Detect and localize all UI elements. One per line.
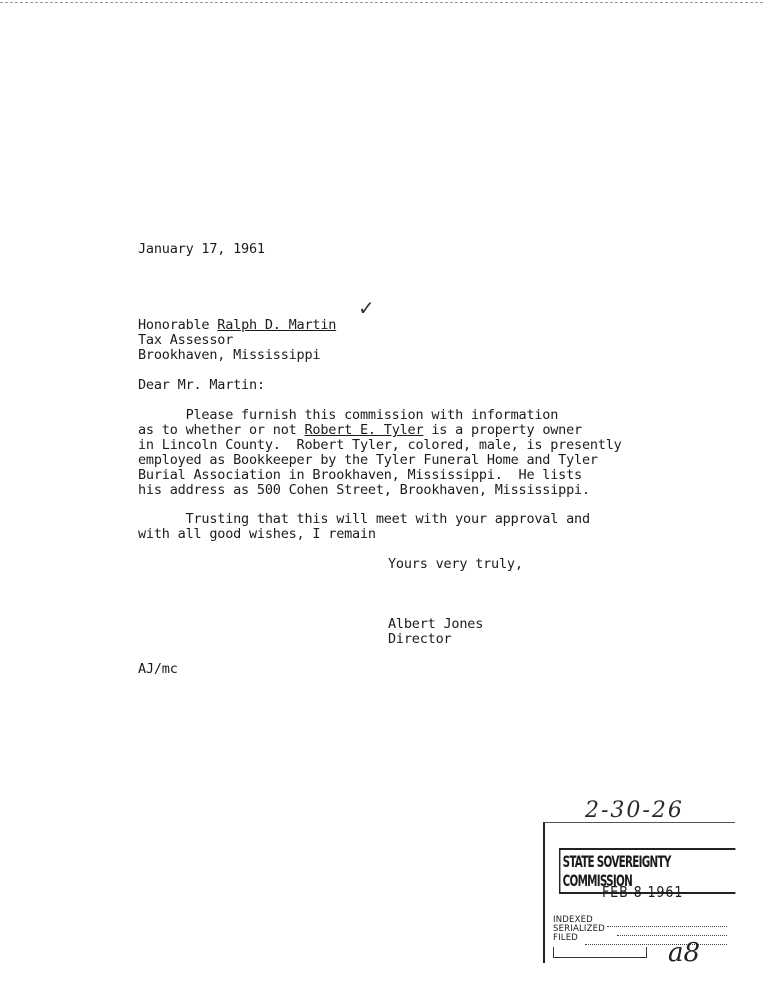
paragraph1-line1: Please furnish this commission with information (138, 407, 559, 423)
paragraph1-line2-start: as to whether or not (138, 422, 305, 438)
paragraph2-line2: with all good wishes, I remain (138, 526, 376, 542)
stamp-serialized-line (617, 935, 727, 936)
stamp-filed-label: FILED (553, 933, 579, 943)
addressee-title: Tax Assessor (138, 332, 234, 348)
signer-name: Albert Jones (388, 616, 484, 632)
typist-initials: AJ/mc (138, 661, 178, 677)
handwritten-file-number: 2-30-26 (585, 798, 684, 823)
signer-title: Director (388, 631, 452, 647)
page-top-edge (0, 2, 763, 3)
handwritten-signature: a8 (668, 938, 701, 968)
paragraph2-line1: Trusting that this will meet with your approval and (138, 511, 590, 527)
stamp-indexed-line (607, 926, 727, 927)
salutation: Dear Mr. Martin: (138, 377, 265, 393)
commission-stamp (543, 822, 735, 963)
stamp-serialized-label: SERIALIZED (553, 924, 605, 934)
addressee-name: Ralph D. Martin (217, 317, 337, 333)
addressee-prefix: Honorable (138, 317, 218, 333)
paragraph1-line5: Burial Association in Brookhaven, Mississippi. He lists (138, 467, 582, 483)
stamp-filed-line (585, 944, 727, 945)
addressee-city: Brookhaven, Mississippi (138, 347, 321, 363)
paragraph1-line6: his address as 500 Cohen Street, Brookhaven, Mississippi. (138, 482, 590, 498)
check-mark-icon: ✓ (358, 296, 375, 320)
addressee-line (138, 318, 336, 333)
closing: Yours very truly, (388, 556, 523, 572)
letter-date: January 17, 1961 (138, 241, 265, 257)
stamp-indexed-label: INDEXED (553, 915, 593, 925)
stamp-title: STATE SOVEREIGNTY COMMISSION (559, 848, 735, 894)
subject-name: Robert E. Tyler (304, 422, 424, 438)
stamp-box (553, 947, 647, 958)
paragraph1-line2-end: is a property owner (423, 422, 582, 438)
paragraph1-line3: in Lincoln County. Robert Tyler, colored, male, is presently (138, 437, 622, 453)
paragraph1-line2 (138, 423, 582, 438)
stamp-date: FEB 8 1961 (602, 883, 684, 901)
paragraph1-line4: employed as Bookkeeper by the Tyler Funeral Home and Tyler (138, 452, 598, 468)
